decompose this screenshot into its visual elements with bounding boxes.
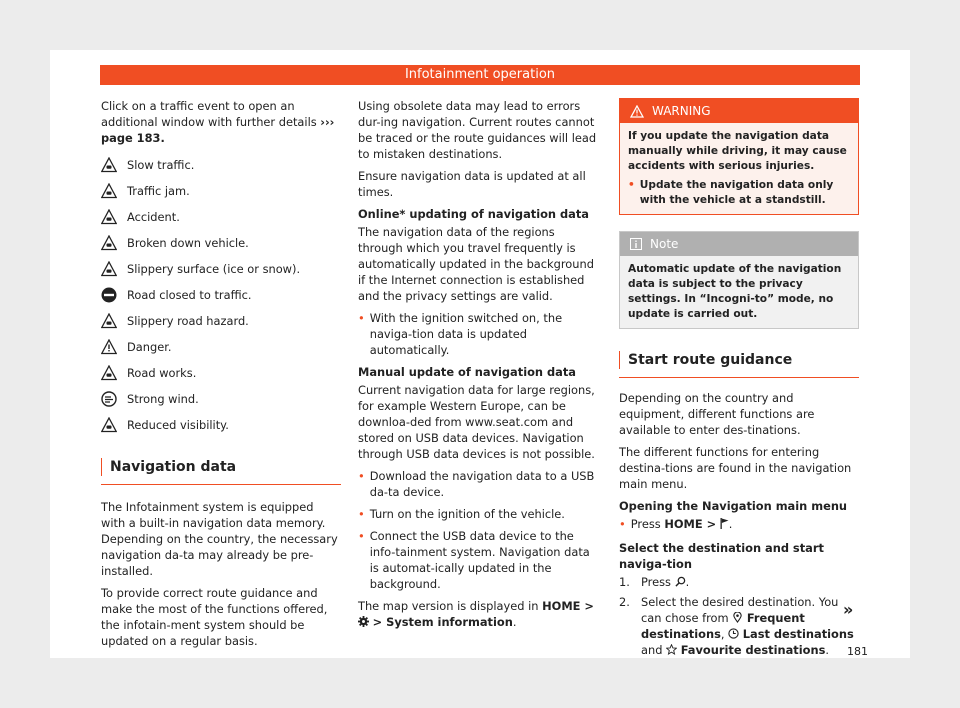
- traffic-event-label: Strong wind.: [127, 392, 199, 406]
- traffic-event-list: [101, 152, 341, 438]
- traffic-event-item: [101, 386, 341, 412]
- star-icon: [666, 644, 677, 655]
- column-1: [101, 98, 341, 655]
- traffic-event-label: Danger.: [127, 340, 172, 354]
- column-3: [619, 98, 859, 662]
- slippery-surface-icon: [101, 261, 117, 277]
- traffic-event-item: [101, 230, 341, 256]
- nav-data-paragraph-2: To provide correct route guidance and make the most of the functions offered, the infotain-ment system should be updated on a regular basis.: [101, 586, 328, 648]
- traffic-event-item: [101, 308, 341, 334]
- manual-update-heading: Manual update of navigation data: [358, 365, 576, 379]
- gear-icon: [358, 616, 369, 627]
- obsolete-data-paragraph: Using obsolete data may lead to errors dur-ing navigation. Current routes cannot be traced or the route guidances will lead to mistaken destinations.: [358, 99, 597, 161]
- broken-down-vehicle-icon: [101, 235, 117, 251]
- press-home-bullet: • Press HOME > .: [619, 517, 733, 531]
- route-paragraph-2: The different functions for entering destina-tions are found in the navigation main menu.: [619, 445, 852, 491]
- page-header: Infotainment operation: [100, 65, 860, 85]
- warning-body: If you update the navigation data manually while driving, it may cause accidents with serious injuries. • Update the navigation data only with the vehicle at a standstill.: [628, 130, 847, 206]
- traffic-event-item: [101, 152, 341, 178]
- clock-icon: [728, 628, 739, 639]
- section-title-start-route-guidance: Start route guidance: [619, 351, 859, 378]
- frequent-destinations-icon: [732, 612, 743, 623]
- traffic-event-item: [101, 360, 341, 386]
- online-update-heading: Online* updating of navigation data: [358, 207, 589, 221]
- online-update-paragraph: The navigation data of the regions through which you travel frequently is automatically updated in the background if the Internet connection is established and the privacy settings are valid.: [358, 225, 594, 303]
- warning-header: WARNING: [620, 99, 858, 123]
- manual-update-paragraph: Current navigation data for large regions, for example Western Europe, can be downloa-ded from www.seat.com and stored on USB data devices. Navigation through USB data devices is not possible.: [358, 383, 595, 461]
- ensure-update-paragraph: Ensure navigation data is updated at all times.: [358, 169, 586, 199]
- traffic-event-item: [101, 178, 341, 204]
- bullet-item: • Connect the USB data device to the info-tainment system. Navigation data is automat-ically updated in the background.: [358, 529, 590, 591]
- traffic-event-label: Road works.: [127, 366, 197, 380]
- accident-icon: [101, 209, 117, 225]
- traffic-event-item: [101, 204, 341, 230]
- traffic-event-item: [101, 282, 341, 308]
- open-nav-menu-heading: Opening the Navigation main menu: [619, 499, 848, 513]
- continue-marker: »: [843, 600, 854, 619]
- bullet-item: • With the ignition switched on, the naviga-tion data is updated automatically.: [358, 311, 563, 357]
- traffic-event-label: Slippery surface (ice or snow).: [127, 262, 301, 276]
- section-title-navigation-data: Navigation data: [101, 458, 341, 485]
- slippery-road-icon: [101, 313, 117, 329]
- warning-box: [619, 98, 859, 215]
- search-destination-icon: [675, 576, 686, 587]
- route-paragraph-1: Depending on the country and equipment, different functions are available to enter des-tinations.: [619, 391, 815, 437]
- nav-data-paragraph-1: The Infotainment system is equipped with a built-in navigation data memory. Depending on the country, the necessary navigation da-ta may already be pre-installed.: [101, 500, 338, 578]
- warning-triangle-icon: [630, 105, 644, 118]
- danger-icon: [101, 339, 117, 355]
- traffic-event-item: [101, 334, 341, 360]
- traffic-jam-icon: [101, 183, 117, 199]
- flag-icon: [720, 518, 729, 529]
- traffic-event-item: [101, 256, 341, 282]
- column-2: [358, 98, 602, 636]
- step-item: 2. Select the desired destination. You can chose from Frequent destinations, Last destinations and Favourite destinations.: [619, 595, 854, 657]
- intro-text: Click on a traffic event to open an additional window with further details ››› page 183.: [101, 99, 335, 145]
- traffic-event-label: Road closed to traffic.: [127, 288, 252, 302]
- reduced-visibility-icon: [101, 417, 117, 433]
- road-closed-icon: [101, 287, 117, 303]
- traffic-event-item: [101, 412, 341, 438]
- bullet-item: • Turn on the ignition of the vehicle.: [358, 507, 565, 521]
- road-works-icon: [101, 365, 117, 381]
- slow-traffic-icon: [101, 157, 117, 173]
- page-number: 181: [847, 645, 868, 658]
- traffic-event-label: Slow traffic.: [127, 158, 195, 172]
- map-version-paragraph: The map version is displayed in HOME > > System information.: [358, 599, 594, 629]
- select-destination-heading: Select the destination and start naviga-tion: [619, 541, 824, 571]
- note-body: Automatic update of the navigation data is subject to the privacy settings. In “Incogni-to” mode, no update is carried out.: [628, 263, 842, 320]
- strong-wind-icon: [101, 391, 117, 407]
- bullet-item: • Download the navigation data to a USB da-ta device.: [358, 469, 595, 499]
- traffic-event-label: Reduced visibility.: [127, 418, 229, 432]
- note-header: Note: [620, 232, 858, 256]
- page-reference-link[interactable]: ››› page 183.: [101, 115, 335, 145]
- traffic-event-label: Slippery road hazard.: [127, 314, 249, 328]
- info-icon: [630, 238, 642, 250]
- traffic-event-label: Traffic jam.: [127, 184, 190, 198]
- traffic-event-label: Broken down vehicle.: [127, 236, 249, 250]
- note-box: [619, 231, 859, 329]
- step-item: 1. Press .: [619, 575, 690, 589]
- traffic-event-label: Accident.: [127, 210, 180, 224]
